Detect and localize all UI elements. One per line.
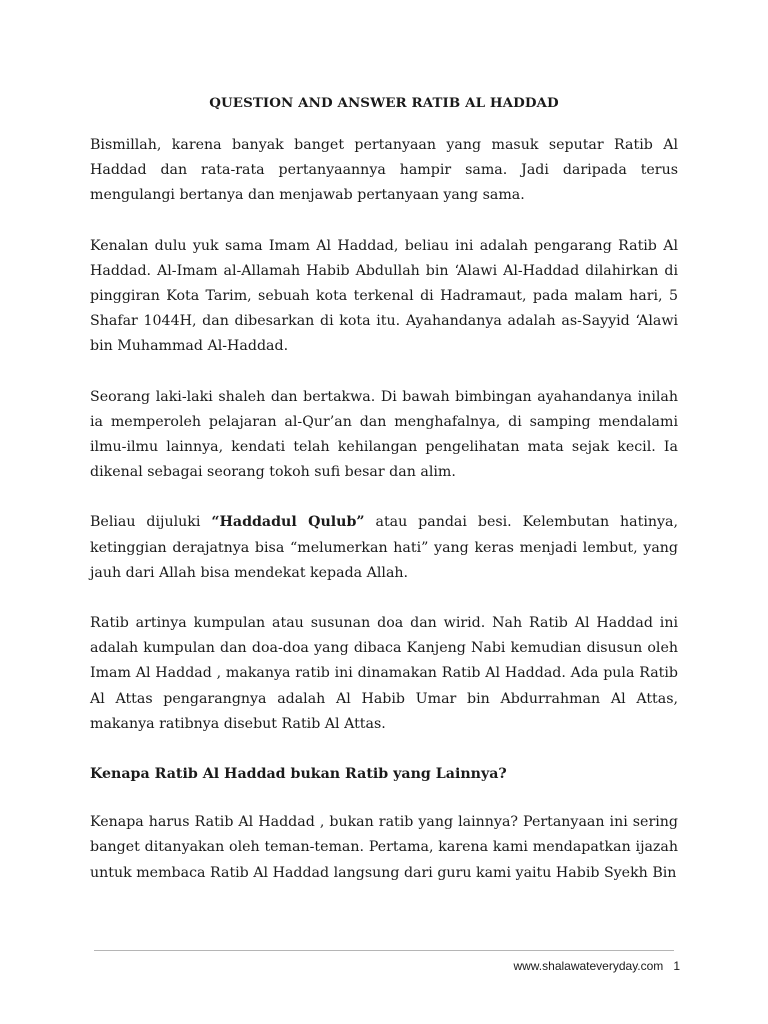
section-heading: Kenapa Ratib Al Haddad bukan Ratib yang Lainnya? — [90, 766, 507, 783]
nickname-lead-text: Beliau dijuluki — [90, 514, 212, 531]
paragraph-why-ratib: Kenapa harus Ratib Al Haddad , bukan ratib yang lainnya? Pertanyaan ini sering banget ditanyakan oleh teman-teman. Pertama, karena kami mendapatkan ijazah untuk membaca Ratib Al Haddad langsung dari guru kami yaitu Habib Syekh Bin — [90, 814, 678, 881]
paragraph-ratib-meaning: Ratib artinya kumpulan atau susunan doa dan wirid. Nah Ratib Al Haddad ini adalah kumpulan dan doa-doa yang dibaca Kanjeng Nabi kemudian disusun oleh Imam Al Haddad , makanya ratib ini dinamakan Ratib Al Haddad. Ada pula Ratib Al Attas pengarangnya adalah Al Habib Umar bin Abdurrahman Al Attas, makanya ratibnya disebut Ratib Al Attas. — [90, 615, 678, 732]
page-footer — [513, 958, 680, 974]
nickname-trail-text: atau pandai besi. Kelembutan hatinya, ketinggian derajatnya bisa “melumerkan hati” yang keras menjadi lembut, yang jauh dari Allah bisa mendekat kepada Allah. — [90, 514, 678, 581]
paragraph-biography: Seorang laki-laki shaleh dan bertakwa. Di bawah bimbingan ayahandanya inilah ia memperoleh pelajaran al-Qur’an dan menghafalnya, di samping mendalami ilmu-ilmu lainnya, kendati telah kehilangan pengelihatan mata sejak kecil. Ia dikenal sebagai seorang tokoh sufi besar dan alim. — [90, 388, 678, 481]
paragraph-nickname — [90, 510, 678, 586]
nickname-bold-text: “Haddadul Qulub” — [211, 514, 365, 531]
footer-divider — [94, 950, 674, 951]
document-body — [90, 92, 678, 911]
paragraph-intro: Bismillah, karena banyak banget pertanyaan yang masuk seputar Ratib Al Haddad dan rata-rata pertanyaannya hampir sama. Jadi daripada terus mengulangi bertanya dan menjawab pertanyaan yang sama. — [90, 137, 678, 204]
footer-website: www.shalawateveryday.com — [513, 959, 664, 973]
page-number: 1 — [673, 959, 680, 973]
paragraph-imam-al-haddad: Kenalan dulu yuk sama Imam Al Haddad, beliau ini adalah pengarang Ratib Al Haddad. Al-Imam al-Allamah Habib Abdullah bin ‘Alawi Al-Haddad dilahirkan di pinggiran Kota Tarim, sebuah kota terkenal di Hadramaut, pada malam hari, 5 Shafar 1044H, dan dibesarkan di kota itu. Ayahandanya adalah as-Sayyid ‘Alawi bin Muhammad Al-Haddad. — [90, 237, 678, 355]
document-title: QUESTION AND ANSWER RATIB AL HADDAD — [209, 95, 559, 111]
